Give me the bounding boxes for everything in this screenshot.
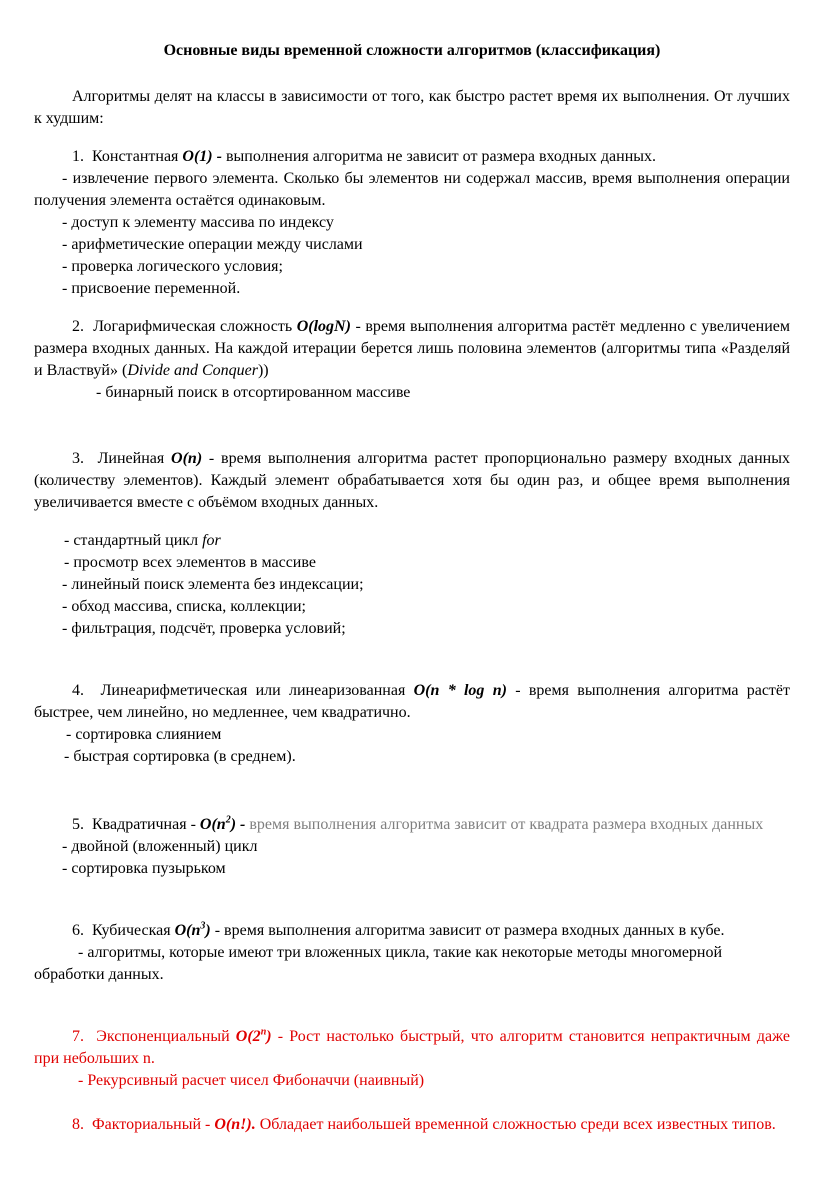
item-1-example-1: - извлечение первого элемента. Сколько бы элементов ни содержал массив, время выполнения операции получения элемента остаётся одинаковым. (34, 170, 790, 209)
item-7-formula-tail: ) (266, 1028, 272, 1045)
item-5-desc: время выполнения алгоритма зависит от квадрата размера входных данных (249, 816, 764, 833)
item-4-heading (34, 680, 790, 724)
document-title: Основные виды временной сложности алгоритмов (классификация) (163, 42, 661, 59)
item-5-formula-tail: ) - (230, 816, 250, 833)
item-1-example-3: - арифметические операции между числами (62, 236, 363, 253)
item-7-formula (236, 1028, 272, 1045)
item-7-example-1: - Рекурсивный расчет чисел Фибоначчи (наивный) (78, 1072, 425, 1089)
item-3-heading (34, 448, 790, 514)
item-6-lead: 6. Кубическая (72, 922, 175, 939)
item-7-formula-exponent: n (260, 1026, 267, 1038)
item-7-heading (34, 1026, 790, 1070)
item-8-formula: O(n!). (214, 1116, 256, 1133)
item-2-example-1: - бинарный поиск в отсортированном массиве (96, 384, 411, 401)
item-3-example-1-text: - стандартный цикл (64, 532, 203, 549)
item-7-lead: 7. Экспоненциальный (72, 1028, 236, 1045)
item-3-example-5: - фильтрация, подсчёт, проверка условий; (62, 620, 346, 637)
item-3-example-1-keyword: for (202, 532, 221, 549)
item-4-desc: - время выполнения алгоритма растёт быстрее, чем линейно, но медленнее, чем квадратично. (34, 682, 791, 721)
item-2-desc-english: Divide and Conquer (127, 362, 258, 379)
item-5-example-1: - двойной (вложенный) цикл (62, 838, 258, 855)
item-3-formula: О(n) (171, 450, 203, 467)
item-1-heading (34, 146, 790, 168)
item-5-example-2: - сортировка пузырьком (62, 860, 226, 877)
item-4-example-1: - сортировка слиянием (66, 726, 222, 743)
item-6-formula-tail: ) (205, 922, 211, 939)
item-1-formula: О(1) - (182, 148, 226, 165)
item-1-lead: 1. Константная (72, 148, 183, 165)
intro-paragraph: Алгоритмы делят на классы в зависимости от того, как быстро растет время их выполнения. От лучших к худшим: (34, 88, 790, 127)
item-3-example-1 (34, 530, 790, 552)
item-3-example-2: - просмотр всех элементов в массиве (64, 554, 316, 571)
item-7-formula-base: О(2 (235, 1028, 261, 1045)
item-2-desc: - время выполнения алгоритма растёт медленно с увеличением размера входных данных. На каждой итерации берется лишь половина элементов (алгоритмы типа «Разделяй и Властвуй» ( (34, 318, 791, 379)
item-5-formula (200, 816, 249, 833)
item-3-lead: 3. Линейная (72, 450, 172, 467)
item-2-formula: О(logN) (296, 318, 351, 335)
item-5-formula-exponent: 2 (225, 814, 231, 826)
item-6-example-1: - алгоритмы, которые имеют три вложенных цикла, такие как некоторые методы многомерной обработки данных. (34, 944, 723, 983)
item-6-formula-exponent: 3 (200, 920, 206, 932)
item-7-desc: - Рост настолько быстрый, что алгоритм становится непрактичным даже при небольших n. (34, 1028, 791, 1067)
item-2-desc-tail: )) (257, 362, 269, 379)
item-5-formula-base: О(n (199, 816, 226, 833)
item-3-example-3: - линейный поиск элемента без индексации; (62, 576, 364, 593)
item-6-desc: - время выполнения алгоритма зависит от размера входных данных в кубе. (210, 922, 725, 939)
item-4-formula: О(n * log n) (413, 682, 507, 699)
item-2-heading (34, 316, 790, 382)
item-6-heading (34, 920, 790, 942)
item-8-heading (34, 1114, 790, 1136)
item-3-example-4: - обход массива, списка, коллекции; (62, 598, 306, 615)
item-1-example-5: - присвоение переменной. (62, 280, 241, 297)
item-1-example-4: - проверка логического условия; (62, 258, 283, 275)
item-3-desc: - время выполнения алгоритма растет пропорционально размеру входных данных (количеству элементов). Каждый элемент обрабатывается хотя бы один раз, и общее время выполнения увеличивается вместе с объёмом входных данных. (34, 450, 790, 511)
item-6-formula-base: О(n (174, 922, 201, 939)
item-8-lead: 8. Факториальный - (72, 1116, 215, 1133)
item-5-lead: 5. Квадратичная - (72, 816, 200, 833)
item-6-formula (175, 922, 211, 939)
item-8-desc: Обладает наибольшей временной сложностью среди всех известных типов. (255, 1116, 776, 1133)
item-2-lead: 2. Логарифмическая сложность (72, 318, 297, 335)
item-4-lead: 4. Линеарифметическая или линеаризованная (72, 682, 414, 699)
item-4-example-2: - быстрая сортировка (в среднем). (64, 748, 296, 765)
item-1-desc: выполнения алгоритма не зависит от размера входных данных. (225, 148, 657, 165)
item-5-heading (34, 814, 790, 836)
item-1-example-2: - доступ к элементу массива по индексу (62, 214, 334, 231)
